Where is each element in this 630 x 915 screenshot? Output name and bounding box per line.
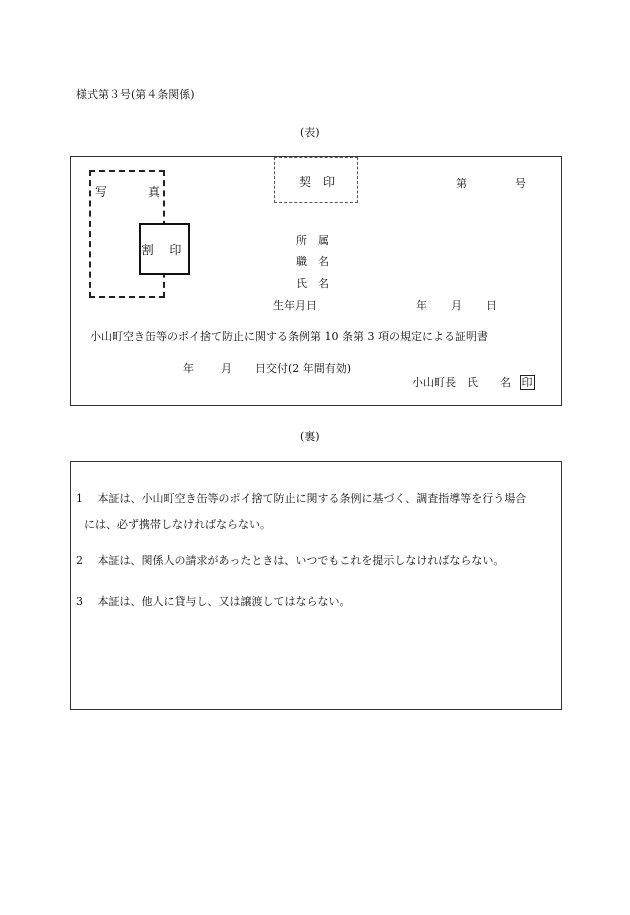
note-text: 本証は、小山町空き缶等のポイ捨て防止に関する条例に基づく、調査指導等を行う場合 — [97, 492, 527, 505]
issue-month-label: 月 — [221, 362, 232, 375]
birth-day-label: 日 — [486, 299, 497, 312]
note-text: 本証は、他人に貸与し、又は譲渡してはならない。 — [97, 595, 351, 608]
note-number: 2 — [76, 554, 83, 567]
field-affiliation: 所 属 — [296, 234, 329, 247]
issuer-name: 小山町長 氏 名 — [412, 376, 511, 389]
issue-day-label: 日交付(2 年間有効) — [255, 362, 352, 375]
photo-label-right: 真 — [148, 185, 161, 199]
field-name: 氏 名 — [296, 277, 329, 290]
note-text-continued: には、必ず携帯しなければならない。 — [84, 518, 271, 531]
note-3 — [76, 589, 351, 615]
birth-month-label: 月 — [451, 299, 462, 312]
split-seal-box: 割 印 — [139, 223, 190, 275]
front-heading: (表) — [300, 126, 320, 139]
number-prefix: 第 — [456, 177, 467, 190]
seal-mark: 印 — [521, 376, 533, 389]
note-number: 1 — [76, 492, 83, 505]
field-birthdate: 生年月日 — [273, 299, 317, 312]
tally-seal-label: 契 印 — [299, 175, 336, 189]
issuer-line — [412, 374, 535, 390]
note-text: 本証は、関係人の請求があったときは、いつでもこれを提示しなければならない。 — [97, 554, 505, 567]
note-1 — [76, 486, 526, 538]
note-2 — [76, 548, 504, 574]
form-id: 様式第３号(第４条関係) — [76, 88, 195, 101]
birth-year-label: 年 — [416, 299, 427, 312]
note-number: 3 — [76, 595, 83, 608]
field-position: 職 名 — [296, 255, 329, 268]
issue-year-label: 年 — [183, 362, 194, 375]
cert-statement: 小山町空き缶等のポイ捨て防止に関する条例第 10 条第 3 項の規定による証明書 — [90, 330, 488, 343]
back-heading: (裏) — [300, 430, 320, 443]
number-suffix: 号 — [515, 177, 526, 190]
photo-label-left: 写 — [95, 185, 108, 199]
